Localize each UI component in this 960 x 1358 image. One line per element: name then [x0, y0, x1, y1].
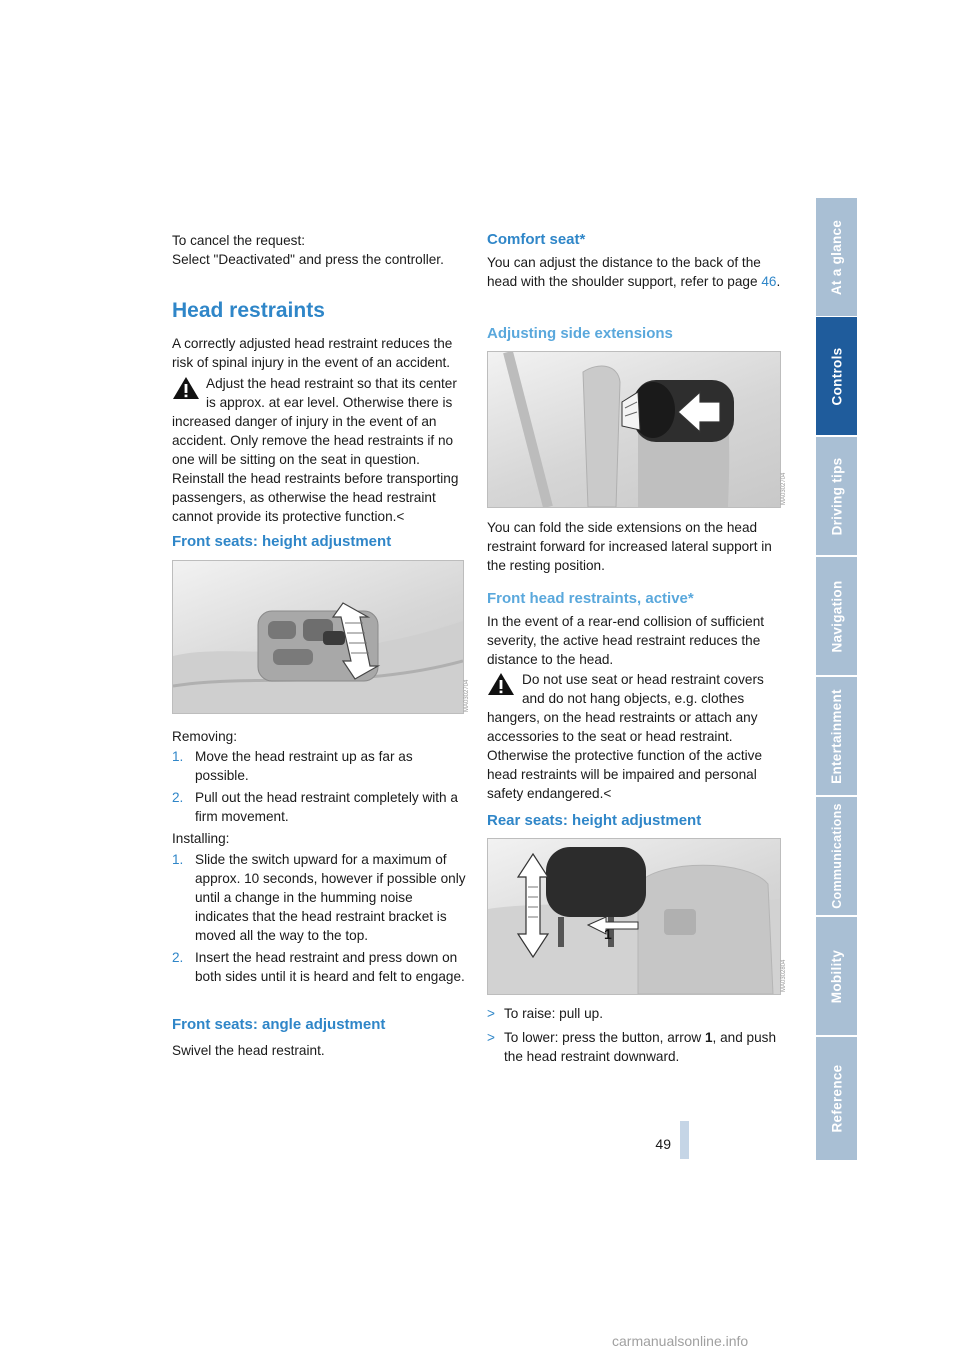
warning-block-1 [172, 374, 466, 526]
comfort-seat-title: Comfort seat* [487, 231, 586, 248]
warning-2-line-2: and do not hang objects, e.g. clothes [522, 691, 745, 706]
removing-steps [172, 747, 466, 826]
intro-paragraph: A correctly adjusted head restraint reduces the risk of spinal injury in the event of an accident. [172, 336, 453, 370]
removing-label: Removing: [172, 729, 237, 744]
tab-navigation[interactable]: Navigation [816, 557, 857, 677]
tab-reference[interactable]: Reference [816, 1037, 857, 1162]
left-column [172, 0, 470, 1058]
warning-1-line-1: Adjust the head restraint so that its center [206, 376, 457, 391]
list-item: > To raise: pull up. [487, 1006, 603, 1021]
list-item: 1. Move the head restraint up as far as possible. [172, 749, 413, 783]
seat-switch-figure [172, 560, 464, 714]
warning-block-2 [487, 670, 781, 803]
warning-icon [172, 376, 200, 400]
tab-mobility[interactable]: Mobility [816, 917, 857, 1037]
side-extension-figure [487, 351, 781, 508]
warning-2-line-1: Do not use seat or head restraint covers [522, 672, 764, 687]
tab-at-a-glance[interactable]: At a glance [816, 198, 857, 318]
list-item: > To lower: press the button, arrow 1, and push the head restraint downward. [487, 1030, 777, 1064]
active-text: In the event of a rear-end collision of sufficient severity, the active head restraint reduces the distance to the head. [487, 614, 765, 667]
right-column [487, 0, 787, 1064]
list-item: 2. Pull out the head restraint completely with a firm movement. [172, 790, 458, 824]
page-number: 49 [655, 1136, 671, 1152]
tab-controls[interactable]: Controls [816, 317, 857, 437]
list-item: 2. Insert the head restraint and press down on both sides until it is heard and felt to engage. [172, 950, 465, 984]
installing-steps [172, 850, 466, 986]
front-height-title: Front seats: height adjustment [172, 533, 392, 550]
figure-code-1: MA0302704 [464, 679, 470, 712]
tab-driving-tips[interactable]: Driving tips [816, 437, 857, 557]
rear-height-title: Rear seats: height adjustment [487, 812, 702, 829]
tab-communications[interactable]: Communications [816, 797, 857, 917]
warning-2-rest: hangers, on the head restraints or attach any accessories to the seat or head restraint. Otherwise the protective function of the active head restraints will be impaired and personal safety endangered.< [487, 710, 763, 801]
head-restraints-title: Head restraints [172, 299, 325, 322]
fold-text: You can fold the side extensions on the head restraint forward for increased lateral support in the resting position. [487, 520, 772, 573]
figure-code-2: MA0302704 [781, 472, 787, 505]
arrow-label-1: 1 [604, 926, 612, 942]
warning-1-rest: increased danger of injury in the event of an accident. Only remove the head restraints if no one will be sitting on the seat in question. Reinstall the head restraints before transporting passengers, as otherwise the head restraint cannot provide its protective function.< [172, 414, 459, 524]
tab-entertainment[interactable]: Entertainment [816, 677, 857, 797]
figure-code-3: MA0302804 [781, 959, 787, 992]
rear-seat-figure [487, 838, 781, 995]
cancel-line-2: Select "Deactivated" and press the controller. [172, 252, 444, 267]
installing-label: Installing: [172, 831, 230, 846]
active-restraints-title: Front head restraints, active* [487, 590, 694, 607]
watermark: carmanualsonline.info [612, 1333, 749, 1349]
warning-1-line-2: is approx. at ear level. Otherwise there is [206, 395, 453, 410]
cancel-line-1: To cancel the request: [172, 233, 305, 248]
side-extensions-title: Adjusting side extensions [487, 325, 673, 342]
comfort-text: You can adjust the distance to the back of the head with the shoulder support, refer to page 46. [487, 255, 781, 289]
rear-bullets [487, 1004, 781, 1066]
page-number-bar [680, 1121, 689, 1159]
swivel-text: Swivel the head restraint. [172, 1043, 325, 1058]
page-ref-link[interactable]: 46 [761, 274, 777, 289]
warning-icon [487, 672, 515, 696]
front-angle-title: Front seats: angle adjustment [172, 1016, 386, 1033]
list-item: 1. Slide the switch upward for a maximum of approx. 10 seconds, however if possible only until a change in the humming noise indicates that the head restraint bracket is moved all the way to the top. [172, 852, 466, 943]
